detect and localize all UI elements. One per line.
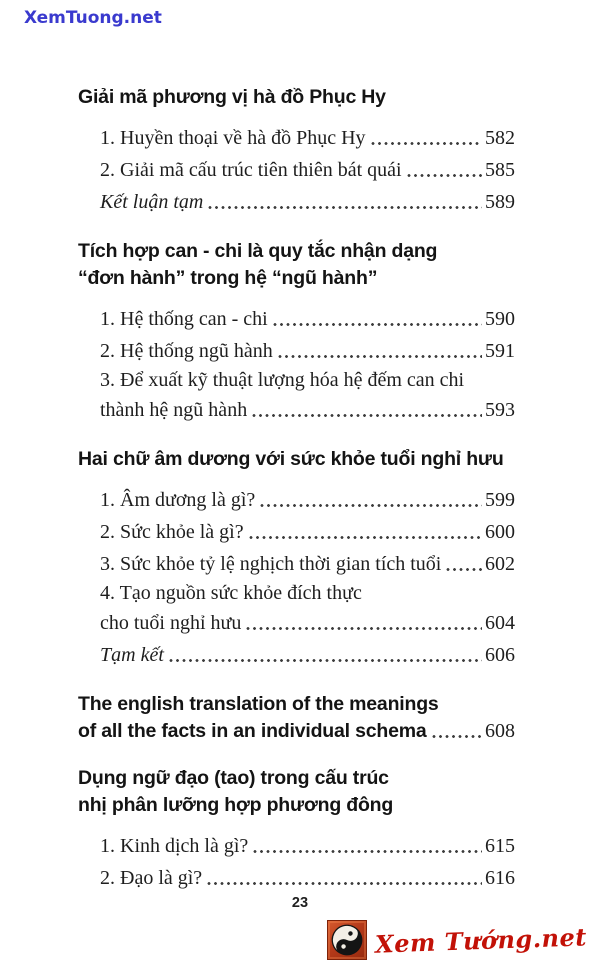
toc-row <box>78 122 515 154</box>
toc-section-4 <box>78 691 515 745</box>
section-heading <box>78 446 515 473</box>
section-heading <box>78 765 515 819</box>
toc-entry-title: 2. Đạo là gì? <box>100 867 203 889</box>
toc-content <box>78 84 515 914</box>
toc-entry-title: cho tuổi nghỉ hưu <box>100 612 242 634</box>
toc-entry-title: 1. Hệ thống can - chi <box>100 308 268 330</box>
section-heading-line: Hai chữ âm dương với sức khỏe tuổi nghỉ hưu <box>78 448 504 470</box>
toc-entry-page: 615 <box>485 835 515 857</box>
dot-leader <box>207 881 482 886</box>
toc-entry-page: 602 <box>485 553 515 575</box>
site-logo <box>327 920 587 960</box>
dot-leader <box>278 354 482 359</box>
toc-entry-title: 3. Sức khỏe tỷ lệ nghịch thời gian tích tuổi <box>100 553 442 575</box>
dot-leader <box>446 567 482 572</box>
dot-leader <box>371 141 482 146</box>
toc-entry-title: 1. Huyền thoại về hà đồ Phục Hy <box>100 127 366 149</box>
toc-row <box>78 548 515 580</box>
toc-row <box>78 607 515 639</box>
toc-row <box>78 367 515 394</box>
toc-row <box>78 335 515 367</box>
section-heading-line: Dụng ngữ đạo (tao) trong cấu trúc <box>78 767 389 789</box>
watermark-text: XemTuong.net <box>24 8 162 28</box>
dot-leader <box>246 626 482 631</box>
toc-row <box>78 186 515 218</box>
toc-entry-page: 599 <box>485 489 515 511</box>
toc-row <box>78 303 515 335</box>
toc-row <box>78 154 515 186</box>
toc-entry-title: 2. Giải mã cấu trúc tiên thiên bát quái <box>100 159 402 181</box>
toc-row <box>78 862 515 894</box>
dot-leader <box>249 535 482 540</box>
dot-leader <box>252 413 482 418</box>
toc-entry-page: 589 <box>485 191 515 213</box>
section-heading <box>78 691 515 745</box>
toc-entry-title: Kết luận tạm <box>100 191 204 213</box>
section-heading <box>78 84 515 111</box>
toc-entry-title: 2. Hệ thống ngũ hành <box>100 340 273 362</box>
toc-entry-title: 4. Tạo nguồn sức khỏe đích thực <box>100 582 362 604</box>
dot-leader <box>169 658 482 663</box>
toc-row <box>78 639 515 671</box>
toc-row <box>78 394 515 426</box>
toc-entry-title: 2. Sức khỏe là gì? <box>100 521 244 543</box>
section-heading-line: “đơn hành” trong hệ “ngũ hành” <box>78 267 378 289</box>
toc-entry-page: 608 <box>485 720 515 742</box>
toc-entry-title: Tạm kết <box>100 644 164 666</box>
toc-row <box>78 484 515 516</box>
toc-entry-page: 604 <box>485 612 515 634</box>
section-heading-row <box>78 718 515 745</box>
toc-section-5 <box>78 765 515 894</box>
toc-entry-title: 1. Kinh dịch là gì? <box>100 835 249 857</box>
toc-entry-title: thành hệ ngũ hành <box>100 399 248 421</box>
toc-row <box>78 580 515 607</box>
toc-entry-page: 582 <box>485 127 515 149</box>
toc-entry-title: 1. Âm dương là gì? <box>100 489 256 511</box>
section-heading-line: of all the facts in an individual schema <box>78 720 427 742</box>
dot-leader <box>253 849 482 854</box>
section-heading <box>78 238 515 292</box>
toc-entry-page: 585 <box>485 159 515 181</box>
toc-entry-page: 593 <box>485 399 515 421</box>
dot-leader <box>273 322 482 327</box>
dot-leader <box>432 734 482 739</box>
dot-leader <box>407 173 482 178</box>
section-heading-line: The english translation of the meanings <box>78 693 439 715</box>
toc-entry-page: 591 <box>485 340 515 362</box>
toc-entry-page: 616 <box>485 867 515 889</box>
section-heading-line: Tích hợp can - chi là quy tắc nhận dạng <box>78 240 438 262</box>
toc-entry-page: 590 <box>485 308 515 330</box>
toc-section-2 <box>78 238 515 426</box>
toc-entry-title: 3. Để xuất kỹ thuật lượng hóa hệ đếm can chi <box>100 369 465 391</box>
yinyang-icon <box>331 924 363 956</box>
logo-text: Xem Tướng.net <box>374 921 588 959</box>
toc-section-3 <box>78 446 515 671</box>
logo-square <box>327 920 367 960</box>
dot-leader <box>208 205 482 210</box>
toc-entry-page: 600 <box>485 521 515 543</box>
toc-section-1 <box>78 84 515 218</box>
folio-page-number: 23 <box>291 895 309 911</box>
toc-row <box>78 830 515 862</box>
dot-leader <box>260 503 482 508</box>
toc-row <box>78 516 515 548</box>
section-heading-line: Giải mã phương vị hà đồ Phục Hy <box>78 86 386 108</box>
section-heading-line: nhị phân lưỡng hợp phương đông <box>78 794 394 816</box>
toc-entry-page: 606 <box>485 644 515 666</box>
